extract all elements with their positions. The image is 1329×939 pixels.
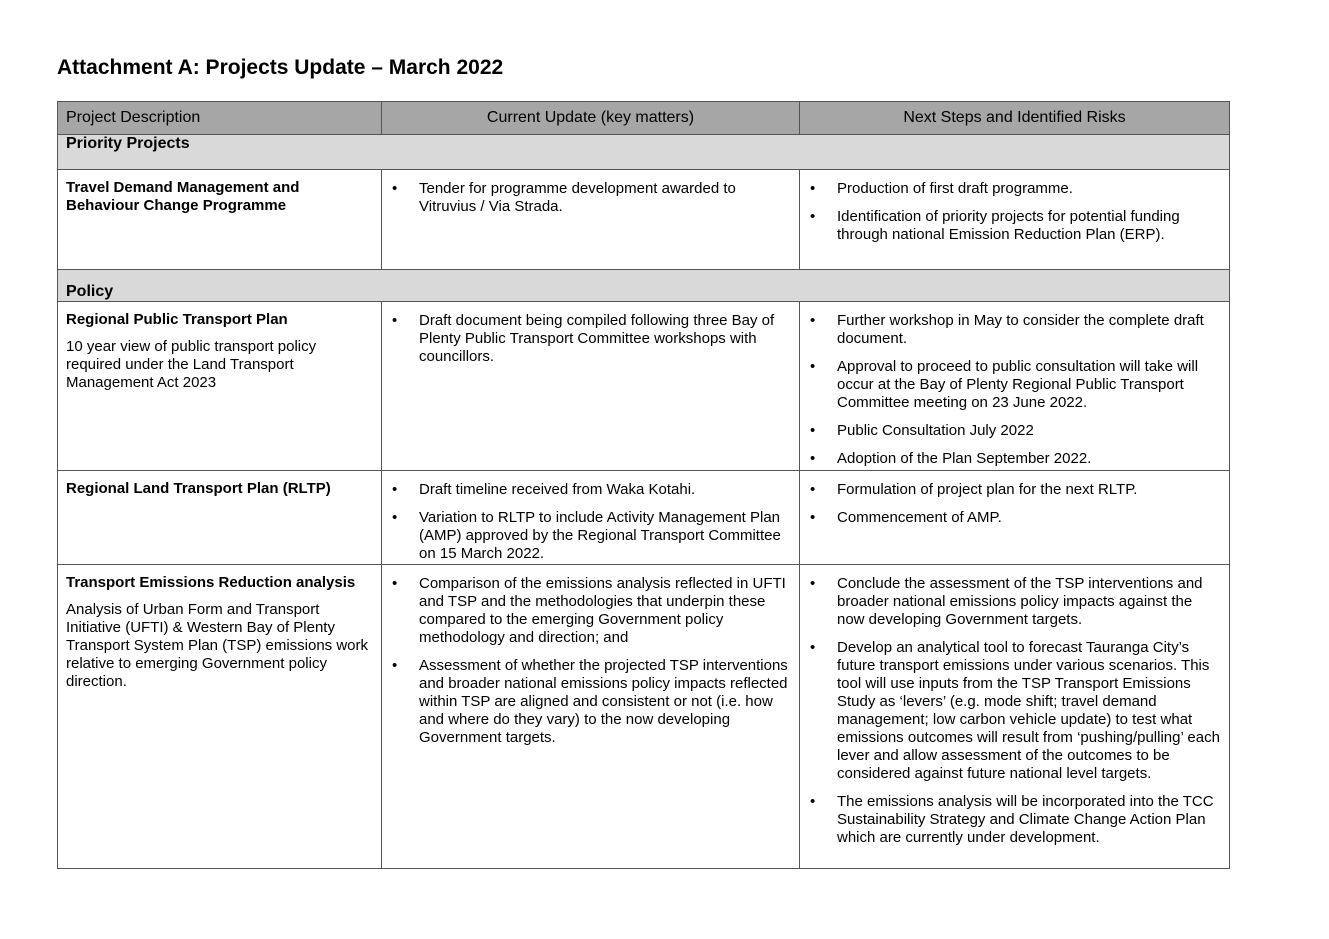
step-item: • The emissions analysis will be incorporated into the TCC Sustainability Strategy and Climate Change Action Plan which are currently under development.: [808, 793, 1221, 847]
section-row-policy: [58, 270, 1230, 302]
step-item: • Public Consultation July 2022: [808, 422, 1221, 440]
next-steps-cell: [800, 170, 1230, 270]
projects-table: [57, 101, 1230, 869]
section-title-policy: Policy: [58, 270, 1230, 302]
project-name: Regional Public Transport Plan: [66, 311, 288, 328]
table-row: [58, 302, 1230, 471]
step-item: • Adoption of the Plan September 2022.: [808, 450, 1221, 468]
step-item: • Formulation of project plan for the next RLTP.: [808, 481, 1221, 499]
next-steps-cell: [800, 302, 1230, 471]
project-detail: 10 year view of public transport policy required under the Land Transport Management Act 2023: [66, 338, 317, 391]
step-item: • Develop an analytical tool to forecast Tauranga City’s future transport emissions under various scenarios. This tool will use inputs from the TSP Transport Emissions Study as ‘levers’ (e.g. mode shift; travel demand management; low carbon vehicle update) to test what emissions outcomes will result from ‘pushing/pulling’ each lever and allow assessment of the outcomes to be considered against future national level targets.: [808, 639, 1221, 783]
update-list: [390, 481, 791, 563]
steps-list: [808, 180, 1221, 244]
page-title: Attachment A: Projects Update – March 2022: [57, 56, 504, 79]
section-row-priority: [58, 135, 1230, 170]
header-next-steps: Next Steps and Identified Risks: [800, 102, 1230, 135]
project-detail: Analysis of Urban Form and Transport Initiative (UFTI) & Western Bay of Plenty Transport System Plan (TSP) emissions work relative to emerging Government policy direction.: [66, 601, 369, 690]
header-current-update: Current Update (key matters): [382, 102, 800, 135]
project-description-cell: [58, 471, 382, 565]
project-name: Travel Demand Management and Behaviour Change Programme: [66, 179, 300, 214]
step-item: • Conclude the assessment of the TSP interventions and broader national emissions policy impacts against the now developing Government targets.: [808, 575, 1221, 629]
update-item: • Draft timeline received from Waka Kotahi.: [390, 481, 791, 499]
header-project-description: Project Description: [58, 102, 382, 135]
update-list: [390, 180, 791, 216]
project-description-cell: [58, 170, 382, 270]
update-item: • Tender for programme development awarded to Vitruvius / Via Strada.: [390, 180, 791, 216]
table-row: [58, 170, 1230, 270]
next-steps-cell: [800, 471, 1230, 565]
step-item: • Approval to proceed to public consultation will take will occur at the Bay of Plenty Regional Public Transport Committee meeting on 23 June 2022.: [808, 358, 1221, 412]
table-header-row: [58, 102, 1230, 135]
current-update-cell: [382, 471, 800, 565]
update-item: • Variation to RLTP to include Activity Management Plan (AMP) approved by the Regional Transport Committee on 15 March 2022.: [390, 509, 791, 563]
update-list: [390, 575, 791, 747]
step-item: • Commencement of AMP.: [808, 509, 1221, 527]
current-update-cell: [382, 170, 800, 270]
table-row: [58, 471, 1230, 565]
update-item: • Draft document being compiled following three Bay of Plenty Public Transport Committee workshops with councillors.: [390, 312, 791, 366]
step-item: • Further workshop in May to consider the complete draft document.: [808, 312, 1221, 348]
steps-list: [808, 481, 1221, 527]
steps-list: [808, 312, 1221, 468]
project-name: Regional Land Transport Plan (RLTP): [66, 480, 331, 497]
current-update-cell: [382, 565, 800, 869]
table-row: [58, 565, 1230, 869]
current-update-cell: [382, 302, 800, 471]
step-item: • Identification of priority projects for potential funding through national Emission Reduction Plan (ERP).: [808, 208, 1221, 244]
steps-list: [808, 575, 1221, 847]
section-title-priority: Priority Projects: [58, 135, 1230, 170]
project-description-cell: [58, 565, 382, 869]
update-item: • Comparison of the emissions analysis reflected in UFTI and TSP and the methodologies that underpin these compared to the emerging Government policy methodology and direction; and: [390, 575, 791, 647]
project-name: Transport Emissions Reduction analysis: [66, 574, 356, 591]
update-item: • Assessment of whether the projected TSP interventions and broader national emissions policy impacts reflected within TSP are aligned and consistent or not (i.e. how and where do they vary) to the now developing Government targets.: [390, 657, 791, 747]
update-list: [390, 312, 791, 366]
project-description-cell: [58, 302, 382, 471]
step-item: • Production of first draft programme.: [808, 180, 1221, 198]
next-steps-cell: [800, 565, 1230, 869]
